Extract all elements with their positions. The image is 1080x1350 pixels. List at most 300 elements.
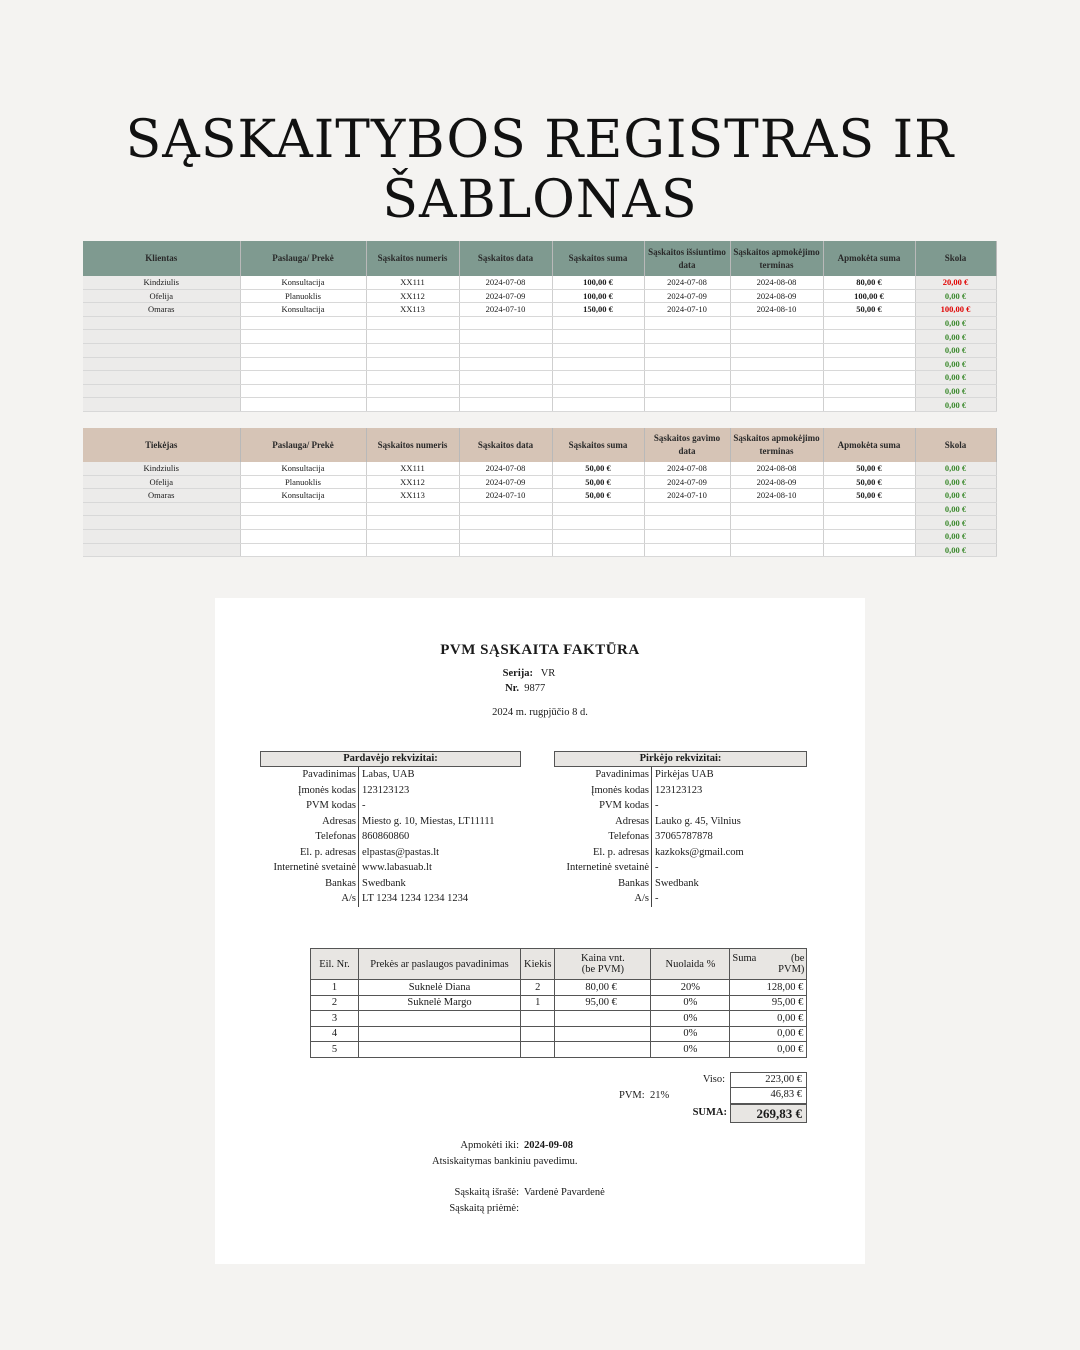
table-cell — [83, 543, 240, 557]
table-cell: 2024-07-10 — [459, 303, 552, 317]
debt-cell: 0,00 € — [915, 398, 996, 412]
detail-row — [545, 783, 744, 799]
seller-header: Pardavėjo rekvizitai: — [260, 751, 521, 767]
item-nr: 3 — [311, 1011, 359, 1027]
table-cell: 50,00 € — [552, 462, 644, 475]
table-cell — [823, 384, 915, 398]
item-name — [359, 1026, 521, 1042]
received-label: Sąskaitą priėmė: — [449, 1203, 519, 1214]
detail-value: www.labasuab.lt — [362, 862, 432, 873]
issued-label: Sąskaitą išrašė: — [454, 1187, 519, 1198]
table-cell: 2024-07-10 — [459, 489, 552, 503]
table-row — [83, 502, 996, 516]
debt-cell: 0,00 € — [915, 529, 996, 543]
table-cell — [459, 371, 552, 385]
column-header: Sąskaitos gavimo data — [644, 428, 730, 462]
item-row — [311, 1026, 807, 1042]
invoice-items-table — [310, 948, 807, 1058]
table-cell — [83, 343, 240, 357]
table-cell — [459, 529, 552, 543]
table-cell — [730, 502, 823, 516]
detail-value: kazkoks@gmail.com — [655, 846, 744, 858]
table-cell: 50,00 € — [823, 462, 915, 475]
debt-cell: 0,00 € — [915, 462, 996, 475]
table-row — [83, 330, 996, 344]
table-cell — [240, 502, 366, 516]
detail-value: - — [655, 893, 659, 904]
pvm-value: 46,83 € — [730, 1088, 807, 1104]
table-cell: 2024-07-08 — [459, 276, 552, 289]
debt-cell: 0,00 € — [915, 343, 996, 357]
detail-row — [545, 876, 744, 892]
viso-label: Viso: — [702, 1074, 725, 1085]
detail-value: LT 1234 1234 1234 1234 — [362, 893, 469, 904]
table-cell — [823, 516, 915, 530]
table-cell — [730, 543, 823, 557]
table-cell: XX112 — [366, 475, 459, 489]
debt-cell: 0,00 € — [915, 357, 996, 371]
table-cell — [459, 543, 552, 557]
table-cell: 2024-07-09 — [459, 289, 552, 303]
table-cell: 50,00 € — [552, 475, 644, 489]
table-cell: Konsultacija — [240, 462, 366, 475]
table-cell: Omaras — [83, 303, 240, 317]
table-cell — [644, 357, 730, 371]
item-price — [555, 1011, 651, 1027]
table-cell: 50,00 € — [823, 475, 915, 489]
table-cell — [240, 316, 366, 330]
table-cell: 2024-07-08 — [644, 462, 730, 475]
item-qty: 2 — [521, 980, 555, 996]
detail-value: 860860860 — [362, 831, 410, 842]
table-cell: Planuoklis — [240, 289, 366, 303]
detail-row — [255, 783, 495, 799]
invoice-series: Serija: VR — [502, 668, 556, 679]
detail-label: A/s — [255, 891, 359, 907]
table-cell: 2024-08-09 — [730, 475, 823, 489]
table-cell — [366, 357, 459, 371]
detail-row — [255, 860, 495, 876]
suppliers-table — [83, 428, 997, 557]
table-cell — [552, 502, 644, 516]
table-cell: 2024-07-09 — [644, 289, 730, 303]
debt-cell: 0,00 € — [915, 543, 996, 557]
table-cell — [366, 316, 459, 330]
table-cell — [644, 343, 730, 357]
table-cell — [730, 357, 823, 371]
detail-row — [545, 829, 744, 845]
detail-label: Įmonės kodas — [545, 783, 652, 799]
table-cell — [823, 316, 915, 330]
table-cell: Ofelija — [83, 289, 240, 303]
item-discount: 0% — [651, 995, 730, 1011]
table-row — [83, 516, 996, 530]
table-cell — [823, 357, 915, 371]
table-cell — [459, 516, 552, 530]
debt-cell: 0,00 € — [915, 475, 996, 489]
detail-value: elpastas@pastas.lt — [362, 846, 440, 858]
table-cell — [823, 371, 915, 385]
due-label: Apmokėti iki: — [460, 1140, 519, 1151]
invoice-number: Nr. 9877 — [505, 683, 546, 694]
table-cell — [366, 398, 459, 412]
invoice-page — [215, 598, 865, 1264]
table-cell: Konsultacija — [240, 276, 366, 289]
suma-value: 269,83 € — [730, 1104, 807, 1123]
table-cell — [730, 516, 823, 530]
table-cell — [644, 371, 730, 385]
detail-label: Internetinė svetainė — [545, 860, 652, 876]
suma-label: SUMA: — [692, 1107, 727, 1118]
table-cell — [366, 502, 459, 516]
detail-value: 123123123 — [655, 784, 703, 796]
item-qty — [521, 1026, 555, 1042]
table-cell — [240, 398, 366, 412]
debt-cell: 0,00 € — [915, 384, 996, 398]
table-cell: 2024-08-08 — [730, 462, 823, 475]
detail-row — [545, 767, 744, 783]
table-cell: 150,00 € — [552, 303, 644, 317]
debt-cell: 100,00 € — [915, 303, 996, 317]
table-cell: XX111 — [366, 276, 459, 289]
table-cell — [366, 516, 459, 530]
table-cell — [83, 357, 240, 371]
table-cell — [644, 316, 730, 330]
column-header: Sąskaitos numeris — [366, 428, 459, 462]
item-discount: 0% — [651, 1011, 730, 1027]
buyer-header: Pirkėjo rekvizitai: — [554, 751, 807, 767]
detail-label: Įmonės kodas — [255, 783, 359, 799]
debt-cell: 0,00 € — [915, 502, 996, 516]
detail-value: Swedbank — [655, 877, 699, 889]
table-cell — [459, 330, 552, 344]
table-cell — [823, 543, 915, 557]
table-cell — [730, 371, 823, 385]
table-cell — [730, 316, 823, 330]
column-header: Sąskaitos data — [459, 241, 552, 276]
table-row — [83, 303, 996, 317]
issued-by: Vardenė Pavardenė — [524, 1187, 605, 1198]
detail-label: Telefonas — [545, 829, 652, 845]
table-cell — [83, 516, 240, 530]
table-row — [83, 316, 996, 330]
item-nr: 4 — [311, 1026, 359, 1042]
detail-label: Adresas — [545, 814, 652, 830]
table-cell — [552, 529, 644, 543]
table-cell — [823, 529, 915, 543]
payment-note: Atsiskaitymas bankiniu pavedimu. — [432, 1156, 578, 1167]
detail-value: - — [655, 862, 659, 873]
clients-register — [83, 241, 996, 410]
debt-cell: 0,00 € — [915, 289, 996, 303]
detail-value: - — [655, 800, 659, 811]
table-cell: Ofelija — [83, 475, 240, 489]
table-cell — [240, 357, 366, 371]
detail-label: PVM kodas — [545, 798, 652, 814]
col-nr: Eil. Nr. — [311, 949, 359, 980]
table-cell — [823, 398, 915, 412]
table-cell — [240, 384, 366, 398]
clients-table — [83, 241, 997, 412]
table-cell — [366, 371, 459, 385]
detail-row — [255, 814, 495, 830]
table-row — [83, 371, 996, 385]
table-cell: 2024-07-10 — [644, 303, 730, 317]
item-sum: 0,00 € — [730, 1026, 807, 1042]
table-cell: Konsultacija — [240, 489, 366, 503]
column-header: Sąskaitos apmokėjimo terminas — [730, 241, 823, 276]
table-cell — [459, 343, 552, 357]
table-cell: 2024-08-09 — [730, 289, 823, 303]
item-qty: 1 — [521, 995, 555, 1011]
item-price — [555, 1042, 651, 1058]
table-cell — [823, 502, 915, 516]
table-row — [83, 543, 996, 557]
table-cell — [644, 543, 730, 557]
detail-label: Bankas — [255, 876, 359, 892]
buyer-details — [545, 767, 744, 907]
table-cell: XX112 — [366, 289, 459, 303]
item-sum: 128,00 € — [730, 980, 807, 996]
column-header: Paslauga/ Prekė — [240, 241, 366, 276]
table-cell: XX111 — [366, 462, 459, 475]
table-cell — [823, 343, 915, 357]
item-name — [359, 1011, 521, 1027]
table-cell — [240, 343, 366, 357]
table-cell: 50,00 € — [552, 489, 644, 503]
due-date: 2024-09-08 — [524, 1140, 573, 1151]
table-cell — [83, 316, 240, 330]
detail-row — [545, 891, 744, 907]
table-cell: Kindziulis — [83, 462, 240, 475]
item-name — [359, 1042, 521, 1058]
pvm-label: PVM: 21% — [619, 1090, 670, 1101]
col-discount: Nuolaida % — [651, 949, 730, 980]
table-cell — [552, 384, 644, 398]
detail-row — [255, 767, 495, 783]
table-cell — [240, 529, 366, 543]
item-discount: 0% — [651, 1026, 730, 1042]
table-row — [83, 276, 996, 289]
table-cell — [644, 502, 730, 516]
item-price: 80,00 € — [555, 980, 651, 996]
table-cell — [366, 543, 459, 557]
column-header: Sąskaitos išsiuntimo data — [644, 241, 730, 276]
item-row — [311, 1011, 807, 1027]
table-cell — [83, 330, 240, 344]
detail-row — [545, 860, 744, 876]
table-cell — [459, 384, 552, 398]
debt-cell: 0,00 € — [915, 330, 996, 344]
detail-label: Adresas — [255, 814, 359, 830]
item-row — [311, 995, 807, 1011]
table-cell — [83, 502, 240, 516]
detail-row — [255, 829, 495, 845]
detail-row — [545, 845, 744, 861]
table-cell — [552, 398, 644, 412]
col-name: Prekės ar paslaugos pavadinimas — [359, 949, 521, 980]
detail-label: PVM kodas — [255, 798, 359, 814]
suppliers-register — [83, 428, 996, 555]
table-cell: 100,00 € — [552, 289, 644, 303]
detail-value: - — [362, 800, 366, 811]
table-row — [83, 384, 996, 398]
detail-value: Pirkėjas UAB — [655, 769, 714, 780]
detail-row — [255, 845, 495, 861]
table-cell — [730, 529, 823, 543]
table-cell — [552, 516, 644, 530]
table-cell — [83, 384, 240, 398]
table-cell — [552, 357, 644, 371]
table-cell — [730, 398, 823, 412]
col-price: Kaina vnt. (be PVM) — [555, 949, 651, 980]
item-sum: 95,00 € — [730, 995, 807, 1011]
table-cell: XX113 — [366, 303, 459, 317]
table-cell: 100,00 € — [552, 276, 644, 289]
table-cell — [240, 516, 366, 530]
table-cell — [644, 330, 730, 344]
debt-cell: 0,00 € — [915, 371, 996, 385]
table-cell: Kindziulis — [83, 276, 240, 289]
table-cell — [730, 330, 823, 344]
table-row — [83, 462, 996, 475]
item-price — [555, 1026, 651, 1042]
table-cell — [459, 316, 552, 330]
table-row — [83, 398, 996, 412]
table-cell: 50,00 € — [823, 303, 915, 317]
debt-cell: 0,00 € — [915, 316, 996, 330]
table-cell — [240, 543, 366, 557]
detail-value: Swedbank — [362, 877, 406, 889]
table-cell: 100,00 € — [823, 289, 915, 303]
table-cell: Omaras — [83, 489, 240, 503]
table-cell — [83, 529, 240, 543]
detail-row — [255, 891, 495, 907]
table-cell: XX113 — [366, 489, 459, 503]
item-name: Suknelė Margo — [359, 995, 521, 1011]
table-row — [83, 357, 996, 371]
item-discount: 20% — [651, 980, 730, 996]
table-cell: 2024-08-08 — [730, 276, 823, 289]
column-header: Klientas — [83, 241, 240, 276]
invoice-date: 2024 m. rugpjūčio 8 d. — [492, 707, 588, 718]
item-row — [311, 1042, 807, 1058]
column-header: Apmokėta suma — [823, 428, 915, 462]
table-cell — [730, 384, 823, 398]
table-cell: 2024-07-09 — [459, 475, 552, 489]
item-qty — [521, 1042, 555, 1058]
table-cell — [552, 543, 644, 557]
detail-label: El. p. adresas — [255, 845, 359, 861]
table-cell — [366, 330, 459, 344]
column-header: Tiekėjas — [83, 428, 240, 462]
column-header: Skola — [915, 428, 996, 462]
col-sum: Suma (be PVM) — [730, 949, 807, 980]
table-cell — [552, 330, 644, 344]
item-price: 95,00 € — [555, 995, 651, 1011]
table-cell — [83, 371, 240, 385]
table-cell — [459, 398, 552, 412]
item-sum: 0,00 € — [730, 1042, 807, 1058]
table-cell — [552, 316, 644, 330]
invoice-title: PVM SĄSKAITA FAKTŪRA — [440, 642, 640, 658]
seller-details — [255, 767, 495, 907]
table-cell: 2024-08-10 — [730, 489, 823, 503]
column-header: Paslauga/ Prekė — [240, 428, 366, 462]
table-row — [83, 343, 996, 357]
table-cell: 2024-08-10 — [730, 303, 823, 317]
detail-label: El. p. adresas — [545, 845, 652, 861]
table-cell — [552, 371, 644, 385]
detail-value: 37065787878 — [655, 831, 713, 842]
table-cell — [83, 398, 240, 412]
item-nr: 1 — [311, 980, 359, 996]
item-name: Suknelė Diana — [359, 980, 521, 996]
table-cell: 2024-07-09 — [644, 475, 730, 489]
page-title: SĄSKAITYBOS REGISTRAS IR ŠABLONAS — [125, 110, 955, 230]
item-qty — [521, 1011, 555, 1027]
debt-cell: 0,00 € — [915, 489, 996, 503]
detail-row — [255, 798, 495, 814]
detail-row — [255, 876, 495, 892]
table-row — [83, 489, 996, 503]
table-cell: 80,00 € — [823, 276, 915, 289]
detail-value: Lauko g. 45, Vilnius — [655, 815, 741, 827]
column-header: Sąskaitos suma — [552, 241, 644, 276]
table-cell: 2024-07-08 — [459, 462, 552, 475]
table-cell — [552, 343, 644, 357]
column-header: Sąskaitos numeris — [366, 241, 459, 276]
item-discount: 0% — [651, 1042, 730, 1058]
detail-value: Labas, UAB — [362, 769, 415, 780]
table-cell — [644, 516, 730, 530]
debt-cell: 0,00 € — [915, 516, 996, 530]
detail-label: A/s — [545, 891, 652, 907]
detail-row — [545, 798, 744, 814]
table-cell — [240, 330, 366, 344]
viso-value: 223,00 € — [730, 1072, 807, 1088]
column-header: Apmokėta suma — [823, 241, 915, 276]
detail-row — [545, 814, 744, 830]
table-cell — [240, 371, 366, 385]
detail-label: Pavadinimas — [255, 767, 359, 783]
table-cell — [823, 330, 915, 344]
table-cell: 2024-07-08 — [644, 276, 730, 289]
table-cell — [459, 502, 552, 516]
table-cell — [730, 343, 823, 357]
table-row — [83, 289, 996, 303]
table-row — [83, 529, 996, 543]
column-header: Sąskaitos apmokėjimo terminas — [730, 428, 823, 462]
table-cell — [366, 529, 459, 543]
table-row — [83, 475, 996, 489]
table-cell — [644, 398, 730, 412]
item-sum: 0,00 € — [730, 1011, 807, 1027]
detail-label: Pavadinimas — [545, 767, 652, 783]
table-cell: 2024-07-10 — [644, 489, 730, 503]
detail-label: Internetinė svetainė — [255, 860, 359, 876]
detail-label: Telefonas — [255, 829, 359, 845]
table-cell — [366, 384, 459, 398]
detail-value: Miesto g. 10, Miestas, LT11111 — [362, 815, 495, 827]
column-header: Sąskaitos data — [459, 428, 552, 462]
table-cell — [366, 343, 459, 357]
table-cell: Planuoklis — [240, 475, 366, 489]
table-cell — [644, 529, 730, 543]
table-cell — [644, 384, 730, 398]
col-qty: Kiekis — [521, 949, 555, 980]
detail-value: 123123123 — [362, 784, 410, 796]
